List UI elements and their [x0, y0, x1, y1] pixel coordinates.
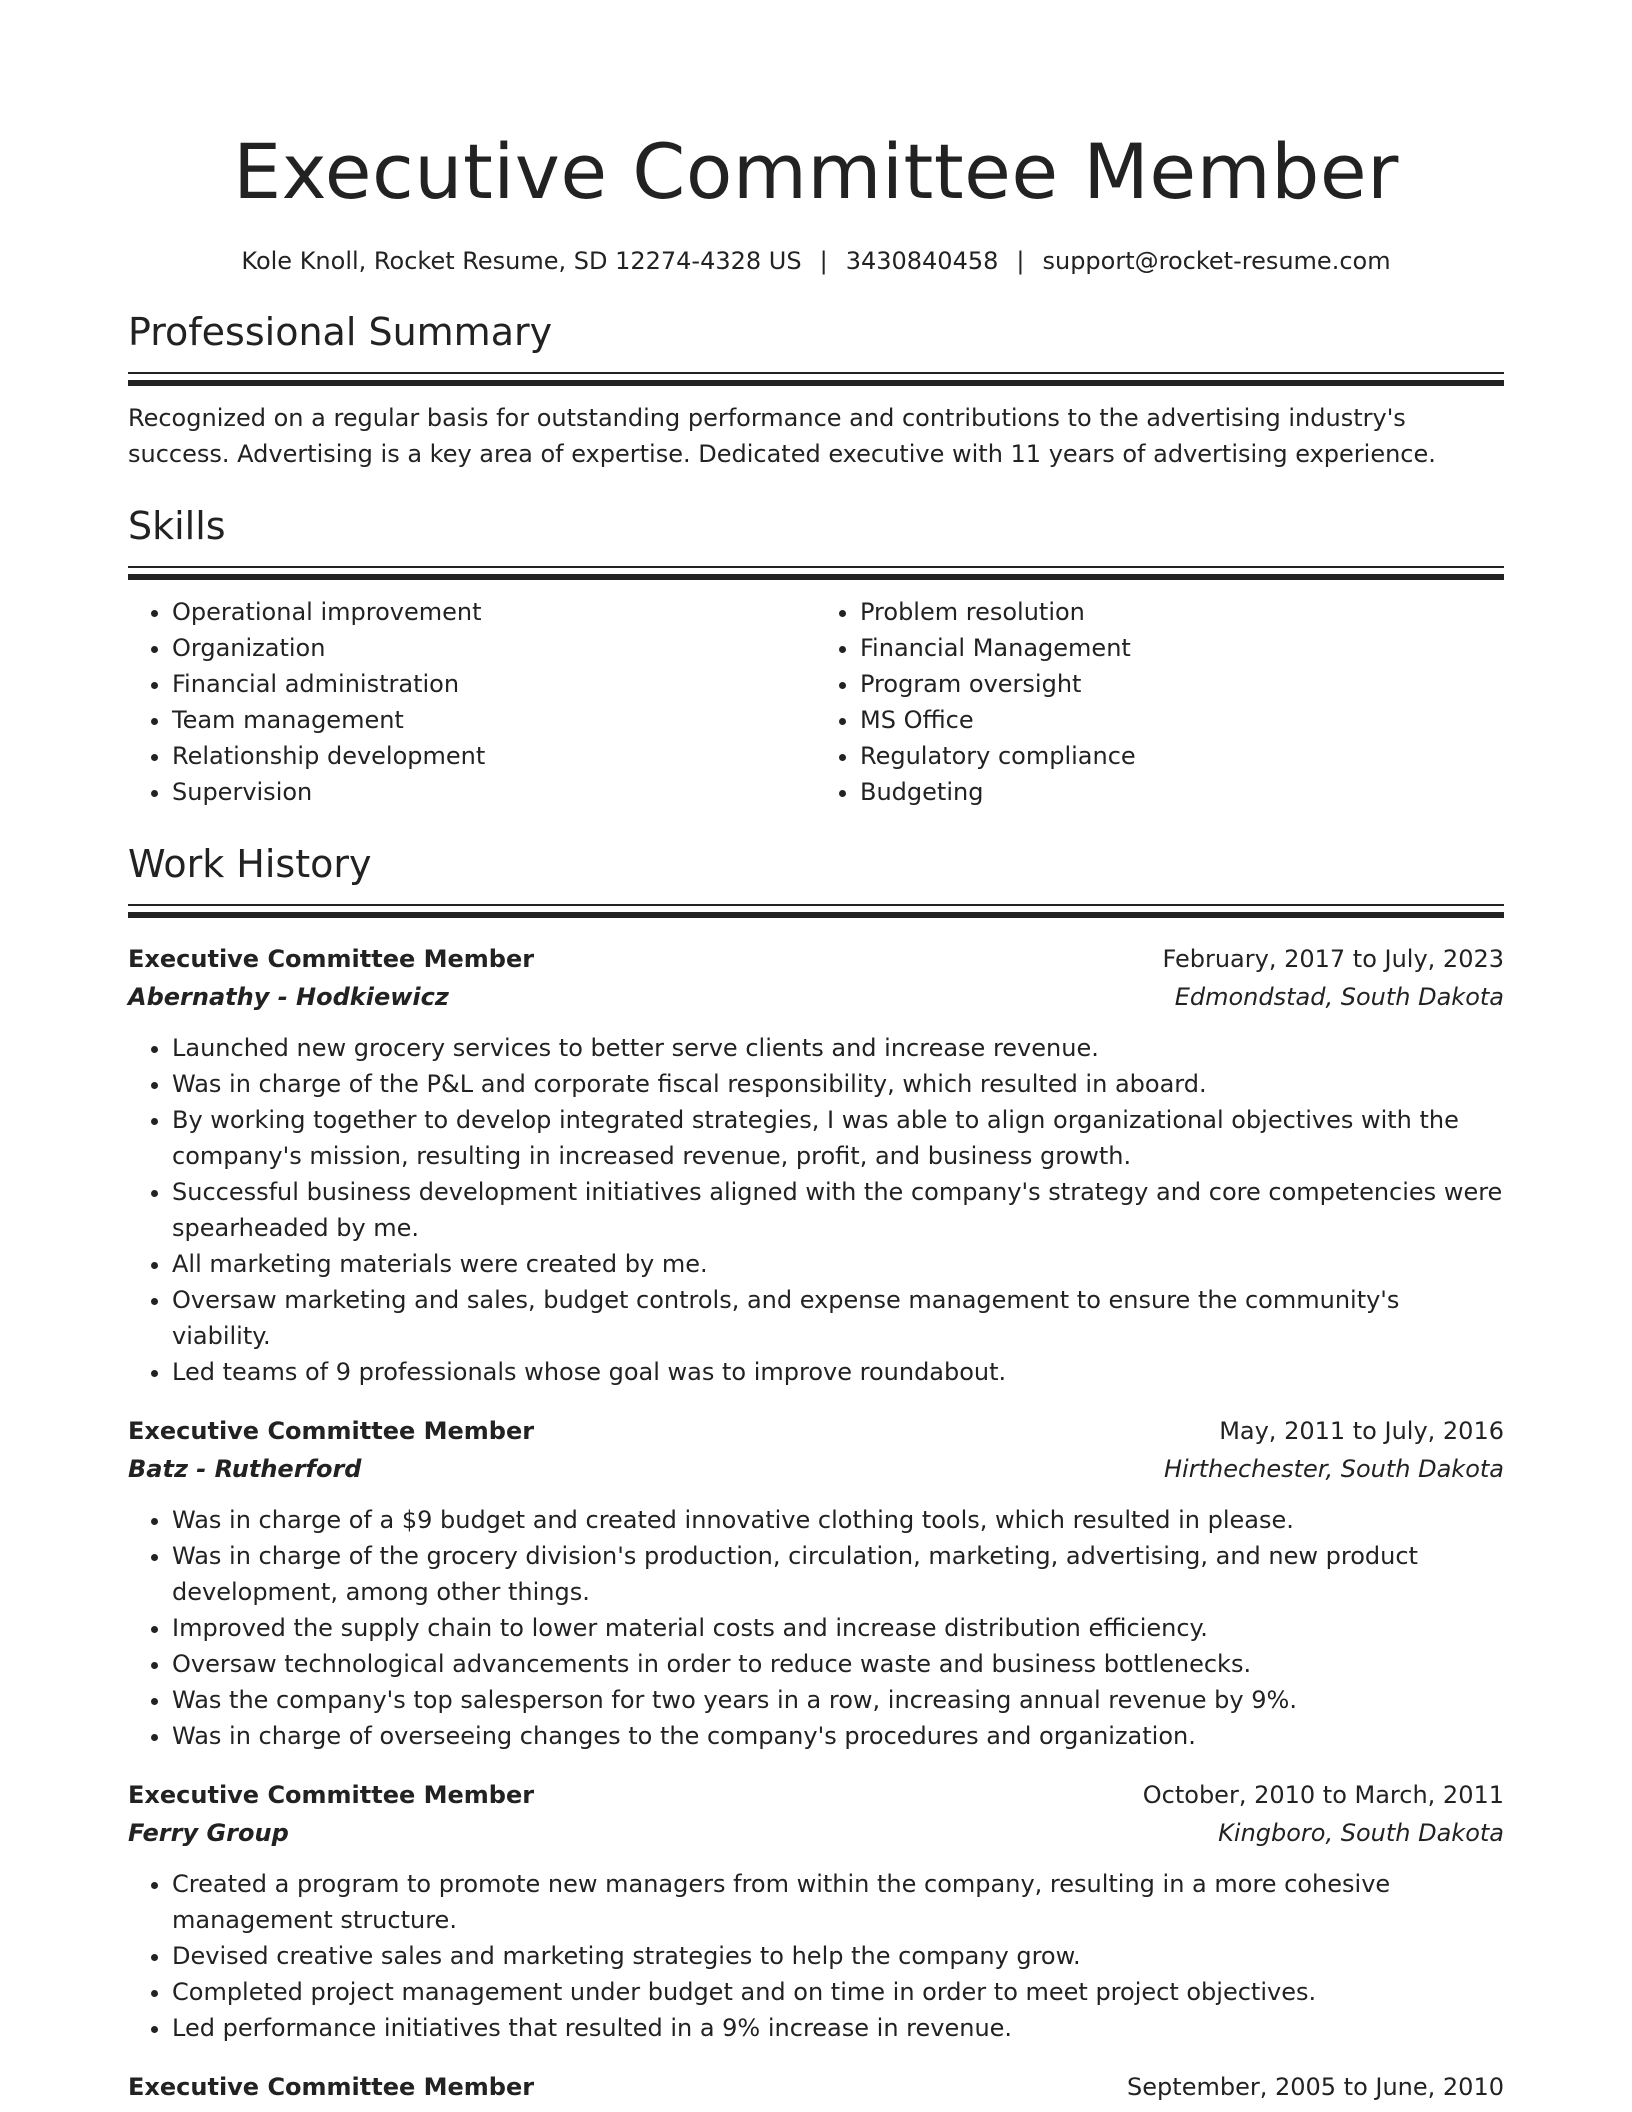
job-bullet: • Created a program to promote new managers from within the company, resulting in a more cohesive management structure.	[172, 1866, 1504, 1938]
job-bullet: • Was in charge of the grocery division's production, circulation, marketing, advertising, and new product development, among other things.	[172, 1538, 1504, 1610]
job-bullet: • By working together to develop integrated strategies, I was able to align organizational objectives with the company's mission, resulting in increased revenue, profit, and business growth.	[172, 1102, 1504, 1174]
job-bullet: • Oversaw marketing and sales, budget controls, and expense management to ensure the community's viability.	[172, 1282, 1504, 1354]
skill-item: • Supervision	[172, 774, 816, 810]
job-bullet: • Oversaw technological advancements in order to reduce waste and business bottlenecks.	[172, 1646, 1504, 1682]
job-location: Edmondstad, South Dakota	[1174, 983, 1504, 1011]
job-header-row	[128, 1412, 1504, 1450]
work-history-heading: Work History	[128, 842, 372, 886]
job-entry	[128, 2068, 1504, 2106]
job-dates: February, 2017 to July, 2023	[1162, 945, 1504, 973]
job-title: Executive Committee Member	[128, 1781, 535, 1809]
job-dates: October, 2010 to March, 2011	[1142, 1781, 1504, 1809]
job-bullet: • All marketing materials were created by me.	[172, 1246, 1504, 1282]
job-bullet: • Improved the supply chain to lower material costs and increase distribution efficiency.	[172, 1610, 1504, 1646]
job-company: Batz - Rutherford	[128, 1455, 362, 1483]
contact-email: support@rocket-resume.com	[1042, 247, 1391, 275]
job-dates: September, 2005 to June, 2010	[1127, 2073, 1504, 2101]
summary-section	[128, 308, 1504, 472]
job-header-row	[128, 1776, 1504, 1814]
job-title: Executive Committee Member	[128, 1417, 535, 1445]
job-bullet: • Devised creative sales and marketing strategies to help the company grow.	[172, 1938, 1504, 1974]
contact-separator: |	[819, 247, 828, 275]
contact-phone: 3430840458	[845, 247, 999, 275]
skill-item: • Operational improvement	[172, 594, 816, 630]
job-header-row	[128, 940, 1504, 978]
job-bullet: • Launched new grocery services to better serve clients and increase revenue.	[172, 1030, 1504, 1066]
job-bullet: • Led teams of 9 professionals whose goal was to improve roundabout.	[172, 1354, 1504, 1390]
skills-grid	[128, 594, 1504, 810]
resume-title: Executive Committee Member	[233, 127, 1399, 216]
job-bullet: • Was in charge of the P&L and corporate fiscal responsibility, which resulted in aboard.	[172, 1066, 1504, 1102]
job-company-row	[128, 1450, 1504, 1488]
job-location: Hirthechester, South Dakota	[1163, 1455, 1504, 1483]
work-history-section	[128, 840, 1504, 2106]
job-entry	[128, 940, 1504, 1390]
job-company-row	[128, 1814, 1504, 1852]
job-company: Ferry Group	[128, 1819, 289, 1847]
section-divider-thick	[128, 380, 1504, 386]
job-title: Executive Committee Member	[128, 2073, 535, 2101]
skills-heading: Skills	[128, 504, 226, 548]
section-divider-thick	[128, 912, 1504, 918]
skill-item: • Organization	[172, 630, 816, 666]
job-bullet-list	[128, 1866, 1504, 2046]
section-divider-thick	[128, 574, 1504, 580]
contact-separator: |	[1016, 247, 1025, 275]
job-entry	[128, 1776, 1504, 2046]
job-location: Kingboro, South Dakota	[1218, 1819, 1504, 1847]
job-company: Abernathy - Hodkiewicz	[128, 983, 449, 1011]
skills-section	[128, 502, 1504, 810]
skill-item: • MS Office	[860, 702, 1504, 738]
skill-item: • Problem resolution	[860, 594, 1504, 630]
skill-item: • Team management	[172, 702, 816, 738]
job-company-row	[128, 978, 1504, 1016]
job-bullet-list	[128, 1030, 1504, 1390]
job-bullet: • Led performance initiatives that resulted in a 9% increase in revenue.	[172, 2010, 1504, 2046]
skill-item: • Budgeting	[860, 774, 1504, 810]
job-dates: May, 2011 to July, 2016	[1219, 1417, 1504, 1445]
summary-heading: Professional Summary	[128, 310, 553, 354]
job-bullet: • Completed project management under budget and on time in order to meet project objectives.	[172, 1974, 1504, 2010]
section-divider	[128, 372, 1504, 374]
job-bullet: • Was the company's top salesperson for two years in a row, increasing annual revenue by 9%.	[172, 1682, 1504, 1718]
job-bullet-list	[128, 1502, 1504, 1754]
skill-item: • Relationship development	[172, 738, 816, 774]
section-divider	[128, 566, 1504, 568]
summary-text: Recognized on a regular basis for outstanding performance and contributions to the advertising industry's success. Advertising is a key area of expertise. Dedicated executive with 11 years of advertising experience.	[128, 404, 1436, 468]
job-bullet: • Was in charge of overseeing changes to the company's procedures and organization.	[172, 1718, 1504, 1754]
contact-line	[128, 244, 1504, 278]
skill-item: • Financial Management	[860, 630, 1504, 666]
skill-item: • Regulatory compliance	[860, 738, 1504, 774]
contact-address: Kole Knoll, Rocket Resume, SD 12274-4328 US	[241, 247, 802, 275]
job-bullet: • Successful business development initiatives aligned with the company's strategy and core competencies were spearheaded by me.	[172, 1174, 1504, 1246]
job-bullet: • Was in charge of a $9 budget and created innovative clothing tools, which resulted in please.	[172, 1502, 1504, 1538]
skills-list-right	[816, 594, 1504, 810]
section-divider	[128, 904, 1504, 906]
skills-list-left	[128, 594, 816, 810]
job-title: Executive Committee Member	[128, 945, 535, 973]
job-header-row	[128, 2068, 1504, 2106]
job-entry	[128, 1412, 1504, 1754]
skill-item: • Financial administration	[172, 666, 816, 702]
skill-item: • Program oversight	[860, 666, 1504, 702]
